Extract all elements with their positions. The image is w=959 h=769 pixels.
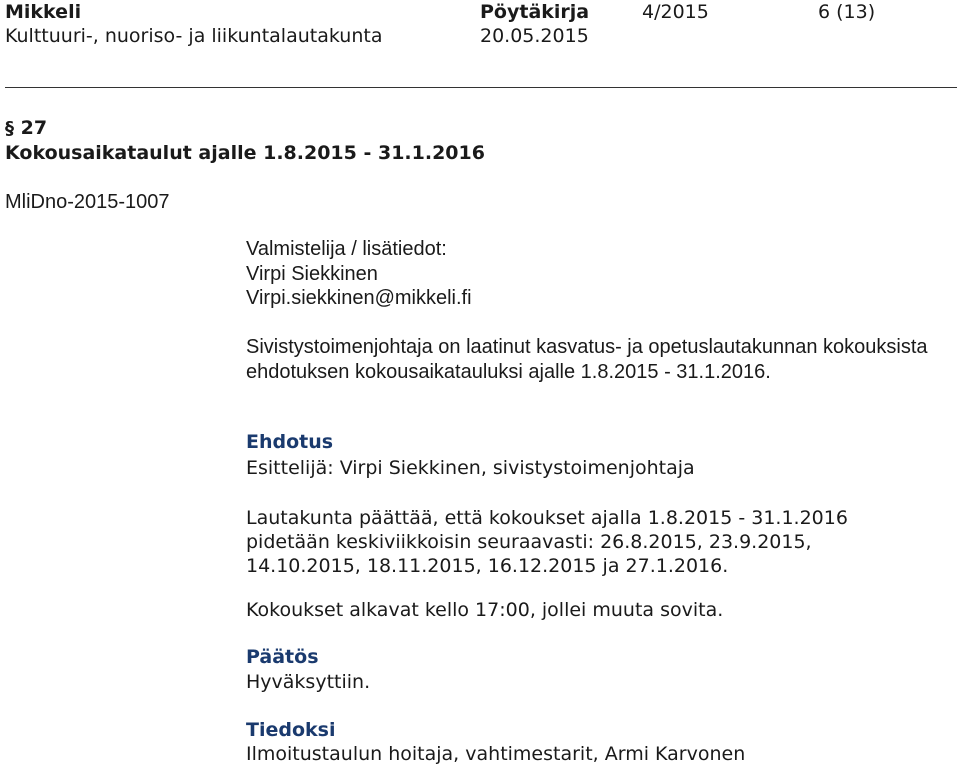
section-sign: § — [5, 118, 14, 139]
document-type: Pöytäkirja — [480, 1, 590, 23]
preparer-email: Virpi.siekkinen@mikkeli.fi — [246, 287, 472, 309]
decision-text: Hyväksyttiin. — [246, 671, 371, 693]
meeting-time-note: Kokoukset alkavat kello 17:00, jollei muuta sovita. — [246, 599, 724, 621]
proposal-presenter: Esittelijä: Virpi Siekkinen, sivistystoimenjohtaja — [246, 457, 695, 479]
decision-heading: Päätös — [246, 646, 319, 668]
decision-line-2: pidetään keskiviikkoisin seuraavasti: 26.8.2015, 23.9.2015, — [246, 531, 812, 553]
section-number-value: 27 — [20, 117, 48, 139]
document-number: 4/2015 — [642, 1, 709, 23]
section-number — [5, 116, 47, 141]
preparer-label: Valmistelija / lisätiedot: — [246, 238, 447, 260]
section-title: Kokousaikataulut ajalle 1.8.2015 - 31.1.2016 — [5, 142, 485, 164]
committee-name: Kulttuuri-, nuoriso- ja liikuntalautakunta — [5, 25, 383, 47]
preparer-name: Virpi Siekkinen — [246, 262, 378, 285]
notice-heading: Tiedoksi — [246, 719, 336, 741]
decision-line-1: Lautakunta päättää, että kokoukset ajalla 1.8.2015 - 31.1.2016 — [246, 507, 848, 529]
document-header — [0, 0, 959, 50]
proposal-heading: Ehdotus — [246, 431, 334, 453]
preparer-info — [246, 237, 472, 311]
document-id: MliDno-2015-1007 — [5, 191, 170, 213]
document-date: 20.05.2015 — [480, 25, 589, 47]
page-number: 6 (13) — [818, 1, 876, 23]
header-divider — [5, 87, 957, 88]
proposal-decision — [246, 506, 946, 578]
decision-line-3: 14.10.2015, 18.11.2015, 16.12.2015 ja 27.1.2016. — [246, 555, 729, 577]
intro-paragraph: Sivistystoimenjohtaja on laatinut kasvatus- ja opetuslautakunnan kokouksista ehdotuksen kokousaikatauluksi ajalle 1.8.2015 - 31.1.2016. — [246, 336, 928, 383]
notice-text: Ilmoitustaulun hoitaja, vahtimestarit, Armi Karvonen — [246, 743, 746, 765]
organization-name: Mikkeli — [5, 1, 82, 23]
